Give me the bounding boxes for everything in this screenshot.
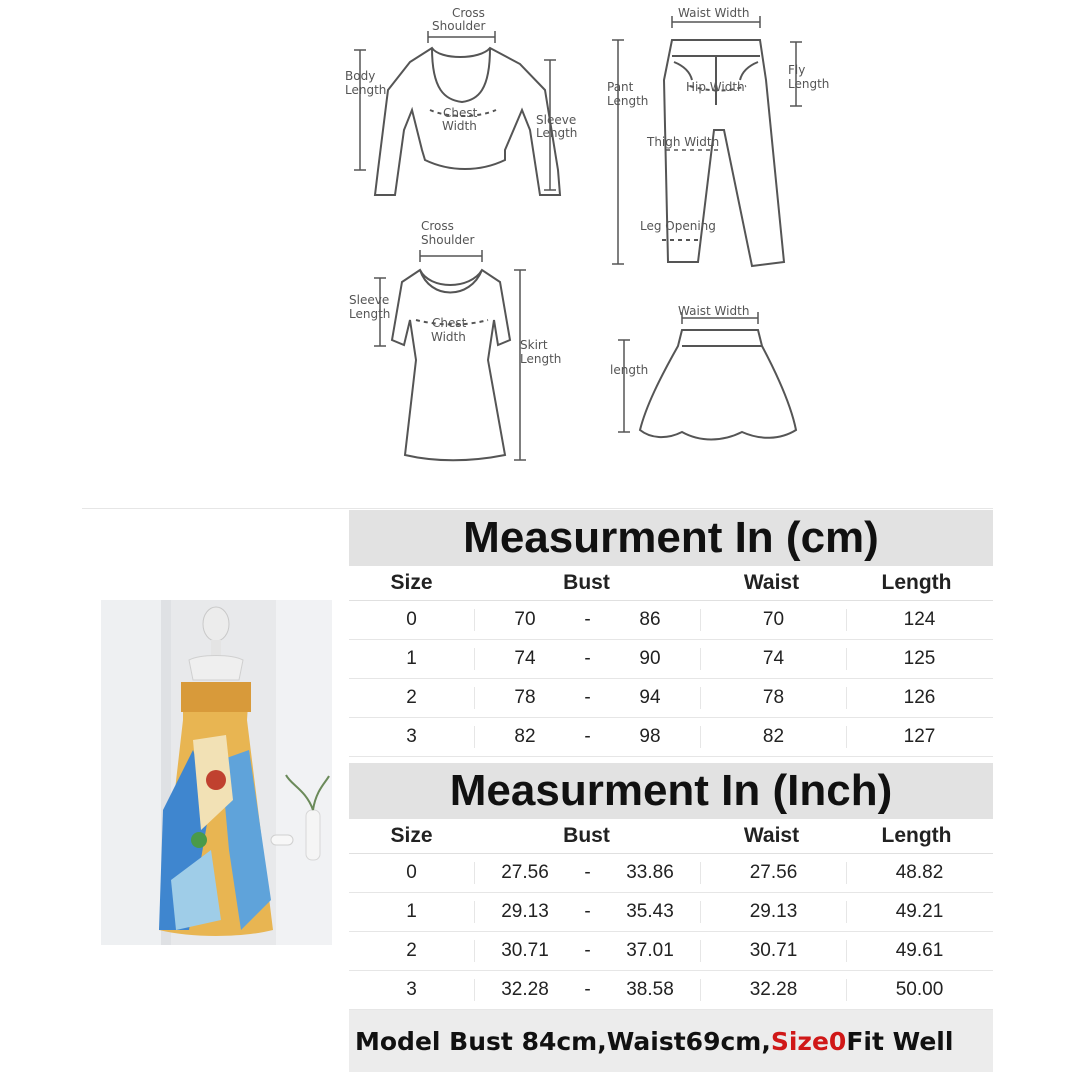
label-dress-chest-width: Chest [432,316,467,330]
cell-size: 1 [406,648,417,669]
cm-table-header [349,566,993,601]
header-waist: Waist [743,571,800,594]
cell-bust-min: 70 [474,609,575,631]
cell-bust-min: 32.28 [474,979,575,1001]
measurement-diagrams [82,0,993,509]
fit-note-suffix: Fit Well [846,1026,954,1056]
table-row [349,718,993,757]
cell-length: 49.61 [846,940,992,962]
cell-bust-dash: - [584,901,591,922]
header-length: Length [881,824,952,847]
label-top-sleeve-length-2: Length [536,126,578,140]
inch-table-title: Measurment In (Inch) [349,763,993,819]
cell-bust-dash: - [584,979,591,1000]
table-row [349,679,993,718]
cell-bust-dash: - [584,940,591,961]
label-dress-cross-shoulder-2: Shoulder [421,233,475,247]
label-top-chest-width: Chest [443,106,478,120]
model-fit-note [349,1010,993,1072]
cell-size: 0 [406,862,417,883]
cell-bust-max: 33.86 [626,862,674,883]
label-dress-skirt-length: Skirt [520,338,548,352]
size-tables [349,510,993,1010]
inch-table-header [349,819,993,854]
label-top-body-length-2: Length [345,83,387,97]
label-top-cross-shoulder: Cross [452,6,485,20]
label-pants-hip-width: Hip Width [686,80,745,94]
label-pants-length: Pant [607,80,634,94]
table-row [349,932,993,971]
header-size: Size [390,571,433,594]
cell-size: 3 [406,726,417,747]
cell-length: 127 [846,726,992,748]
cell-bust-max: 38.58 [626,979,674,1000]
table-row [349,601,993,640]
cell-size: 3 [406,979,417,1000]
cell-bust-dash: - [584,687,591,708]
cell-bust-max: 94 [639,687,661,708]
cell-size: 1 [406,901,417,922]
cell-length: 49.21 [846,901,992,923]
garment-sketches [82,0,993,508]
cell-waist: 74 [700,648,846,670]
label-dress-sleeve-length-2: Length [349,307,391,321]
table-row [349,854,993,893]
cell-bust-max: 86 [639,609,661,630]
inch-table-body [349,854,993,1010]
cell-bust-max: 37.01 [626,940,674,961]
cell-length: 50.00 [846,979,992,1001]
label-top-cross-shoulder-2: Shoulder [432,19,486,33]
cell-bust-min: 27.56 [474,862,575,884]
cell-size: 0 [406,609,417,630]
cell-waist: 70 [700,609,846,631]
label-skirt-length: length [610,363,649,377]
cell-waist: 32.28 [700,979,846,1001]
label-pants-waist-width: Waist Width [678,6,750,20]
table-row [349,893,993,932]
cell-size: 2 [406,687,417,708]
header-length: Length [881,571,952,594]
label-dress-chest-width-2: Width [431,330,466,344]
header-waist: Waist [743,824,800,847]
table-row [349,971,993,1010]
cell-bust-dash: - [584,726,591,747]
cell-bust-dash: - [584,609,591,630]
label-dress-skirt-length-2: Length [520,352,562,366]
dress-sketch [392,270,510,460]
skirt-sketch [640,330,796,440]
model-photo [101,600,332,945]
cell-length: 124 [846,609,992,631]
label-dress-cross-shoulder: Cross [421,219,454,233]
cm-table-body [349,601,993,757]
cell-bust-dash: - [584,648,591,669]
label-pants-thigh-width: Thigh Width [647,135,720,149]
cell-bust-min: 78 [474,687,575,709]
cell-length: 48.82 [846,862,992,884]
cell-bust-max: 35.43 [626,901,674,922]
label-top-chest-width-2: Width [442,119,477,133]
cell-bust-min: 82 [474,726,575,748]
table-row [349,640,993,679]
label-pants-leg-opening: Leg Opening [640,219,716,233]
cell-bust-max: 90 [639,648,661,669]
label-top-body-length: Body [345,69,376,83]
header-bust: Bust [563,824,610,847]
label-pants-fly-length: Fly [788,63,806,77]
cell-waist: 82 [700,726,846,748]
cell-bust-min: 74 [474,648,575,670]
cell-bust-dash: - [584,862,591,883]
cell-size: 2 [406,940,417,961]
fit-note-text: Model Bust 84cm,Waist69cm, [355,1026,771,1056]
cell-bust-max: 98 [639,726,661,747]
cell-bust-min: 30.71 [474,940,575,962]
fit-note-size: Size0 [770,1026,847,1056]
header-size: Size [390,824,433,847]
cell-length: 126 [846,687,992,709]
cell-waist: 30.71 [700,940,846,962]
cm-table-title: Measurment In (cm) [349,510,993,566]
cell-bust-min: 29.13 [474,901,575,923]
label-dress-sleeve-length: Sleeve [349,293,390,307]
label-skirt-waist-width: Waist Width [678,304,750,318]
label-pants-fly-length-2: Length [788,77,830,91]
label-pants-length-2: Length [607,94,649,108]
header-bust: Bust [563,571,610,594]
cell-waist: 78 [700,687,846,709]
cell-length: 125 [846,648,992,670]
cell-waist: 29.13 [700,901,846,923]
cell-waist: 27.56 [700,862,846,884]
label-top-sleeve-length: Sleeve [536,113,577,127]
